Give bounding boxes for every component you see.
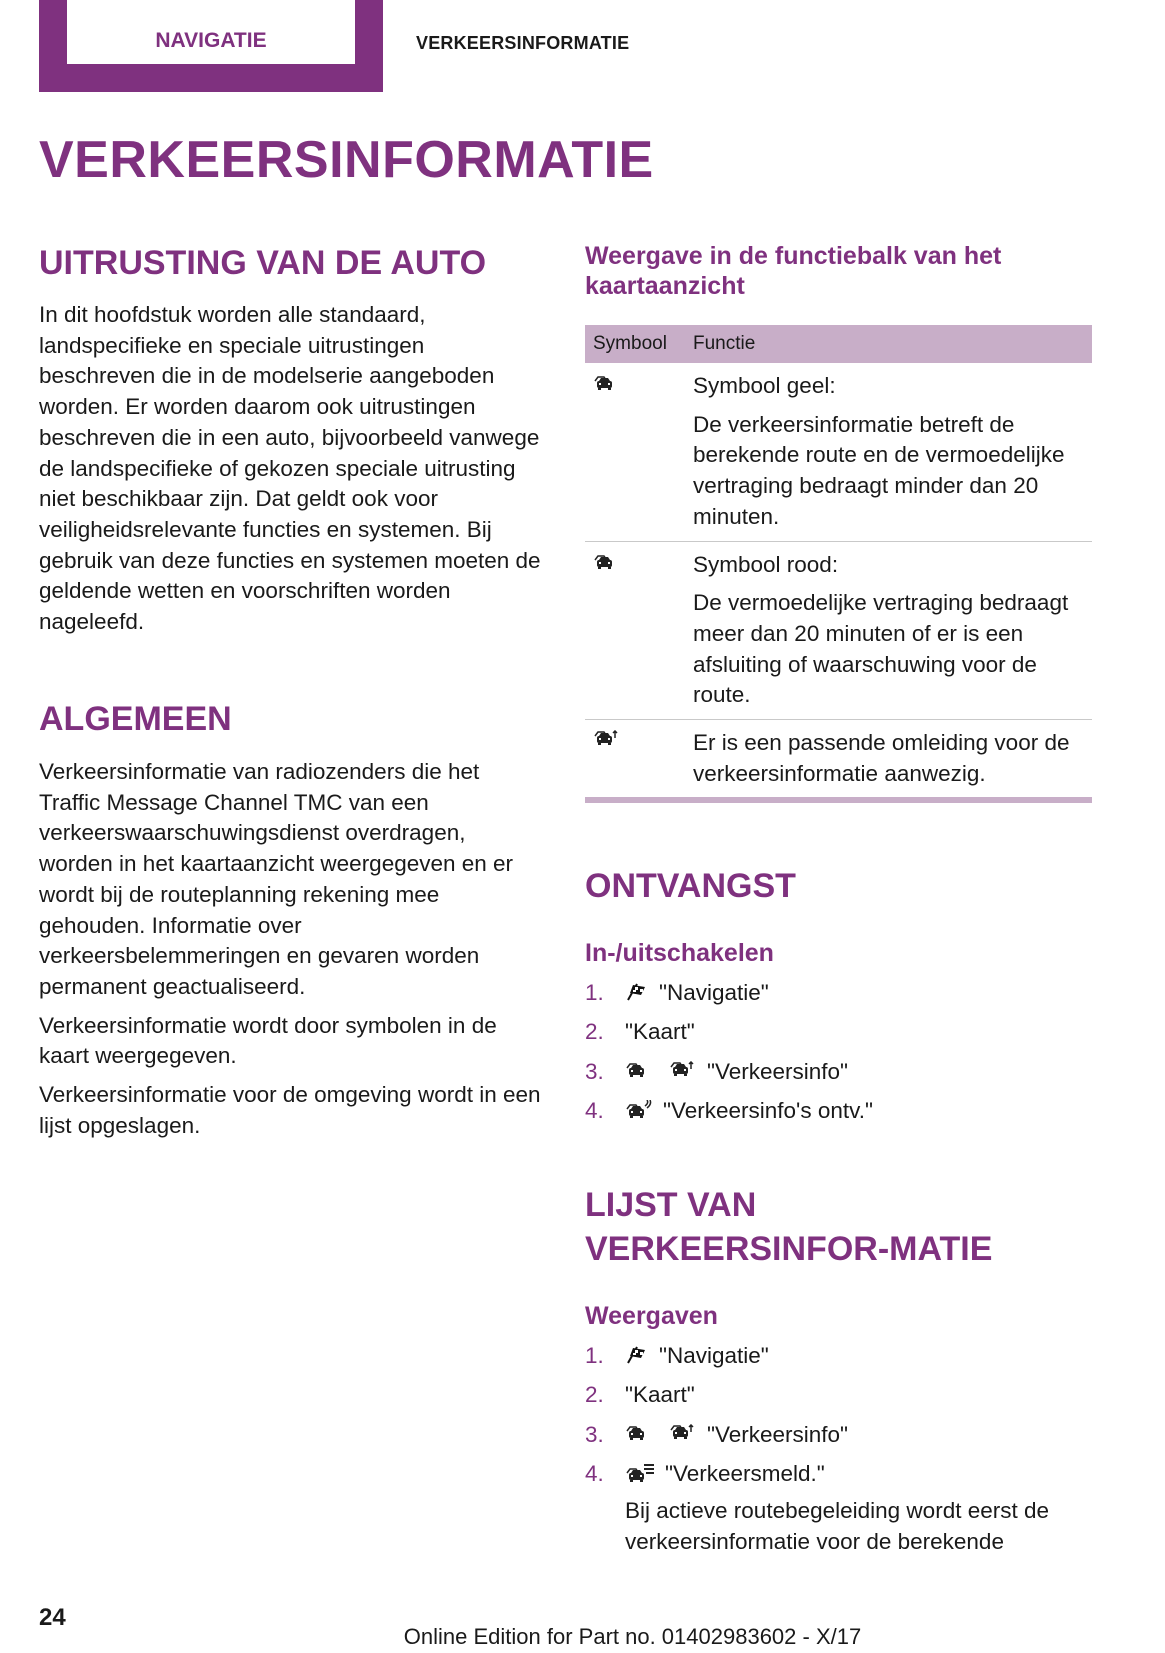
step-number: 4. <box>585 1460 604 1486</box>
section-tab-label: NAVIGATIE <box>67 0 355 64</box>
page-number: 24 <box>39 1604 66 1631</box>
step-label: "Navigatie" <box>659 980 769 1005</box>
traffic-messages-icon <box>625 1463 655 1485</box>
heading-uitrusting: UITRUSTING VAN DE AUTO <box>39 244 487 282</box>
traffic-receive-icon <box>625 1100 653 1122</box>
step-label: "Kaart" <box>625 1382 695 1408</box>
traffic-car-icon <box>625 1425 649 1443</box>
uitrusting-text: In dit hoofdstuk worden alle standaard, landspecifieke en speciale uitrustingen beschreven die in de modelserie aangeboden worden. Er worden daarom ook uitrustingen beschreven die in een auto, bijvoorbeeld vanwege de landspecifieke of gekozen speciale uitrusting niet beschikbaar zijn. Dat geldt ook voor veiligheidsrelevante functies en systemen. Bij gebruik van deze functies en systemen moeten de geldende wetten en voorschriften worden nageleefd. <box>39 302 541 635</box>
heading-weergave: Weergave in de functiebalk van het kaartaanzicht <box>585 242 1002 300</box>
step-label: "Navigatie" <box>659 1343 769 1368</box>
row-text: De vermoedelijke vertraging bedraagt meer dan 20 minuten of er is een afsluiting of waarschuwing voor de route. <box>693 590 1069 708</box>
page-title: VERKEERSINFORMATIE <box>39 131 654 189</box>
traffic-detour-icon <box>669 1061 697 1081</box>
list-item <box>585 1375 1092 1414</box>
list-item <box>585 973 1092 1012</box>
steps-ontvangst <box>585 973 1092 1130</box>
step-label: "Verkeersmeld." <box>665 1460 825 1486</box>
traffic-car-icon <box>625 1062 649 1080</box>
row-title: Symbool rood: <box>693 551 839 577</box>
step-number: 2. <box>585 1019 604 1045</box>
list-item <box>585 1454 1092 1493</box>
traffic-car-icon <box>593 554 617 572</box>
navigation-flag-icon <box>625 1345 649 1367</box>
symbol-table <box>585 325 1092 803</box>
subheading-in-uitschakelen: In-/uitschakelen <box>585 939 774 967</box>
step-number: 2. <box>585 1382 604 1408</box>
list-item <box>585 1336 1092 1375</box>
heading-ontvangst: ONTVANGST <box>585 867 796 905</box>
traffic-detour-icon <box>593 730 621 750</box>
step-number: 1. <box>585 980 604 1005</box>
step-number: 3. <box>585 1058 604 1084</box>
step-number: 1. <box>585 1343 604 1368</box>
step-label: "Verkeersinfo" <box>707 1058 849 1084</box>
paragraph: Verkeersinformatie van radiozenders die het Traffic Message Channel TMC van een verkeerswaarschuwingsdienst overdragen, worden in het kaartaanzicht weergegeven en er wordt bij de routeplanning rekening mee gehouden. Informatie over verkeersbelemmeringen en gevaren worden permanent geactualiseerd. <box>39 759 514 999</box>
lijst-note: Bij actieve routebegeleiding wordt eerst de verkeersinformatie voor de berekende <box>625 1498 1050 1554</box>
step-number: 4. <box>585 1097 604 1123</box>
table-row <box>585 541 1092 720</box>
footer-edition: Online Edition for Part no. 01402983602 - X/17 <box>403 1624 862 1649</box>
table-header-row <box>585 325 1092 363</box>
list-item <box>585 1052 1092 1091</box>
step-label: "Verkeersinfo" <box>707 1421 849 1447</box>
row-title: Symbool geel: <box>693 373 836 398</box>
paragraph: Verkeersinformatie wordt door symbolen in de kaart weergegeven. <box>39 1012 497 1069</box>
heading-algemeen: ALGEMEEN <box>39 700 232 738</box>
heading-lijst: LIJST VAN VERKEERSINFOR-MATIE <box>585 1186 993 1268</box>
algemeen-body <box>39 757 544 1141</box>
traffic-car-icon <box>593 375 617 393</box>
column-header: Symbool <box>585 325 685 363</box>
row-text: Er is een passende omleiding voor de verkeersinformatie aanwezig. <box>693 730 1070 786</box>
step-label: "Verkeersinfo's ontv." <box>663 1097 873 1123</box>
navigation-flag-icon <box>625 982 649 1004</box>
subheading-weergaven: Weergaven <box>585 1302 718 1330</box>
row-text: De verkeersinformatie betreft de berekende route en de vermoedelijke vertraging bedraagt minder dan 20 minuten. <box>693 411 1065 529</box>
list-item <box>585 1012 1092 1051</box>
list-item <box>585 1091 1092 1130</box>
steps-lijst <box>585 1336 1092 1493</box>
step-number: 3. <box>585 1421 604 1447</box>
step-label: "Kaart" <box>625 1019 695 1045</box>
traffic-detour-icon <box>669 1424 697 1444</box>
table-row <box>585 363 1092 541</box>
column-header: Functie <box>685 325 1092 363</box>
table-row <box>585 720 1092 801</box>
list-item <box>585 1415 1092 1454</box>
paragraph: Verkeersinformatie voor de omgeving wordt in een lijst opgeslagen. <box>39 1082 541 1138</box>
running-header: VERKEERSINFORMATIE <box>416 33 630 53</box>
